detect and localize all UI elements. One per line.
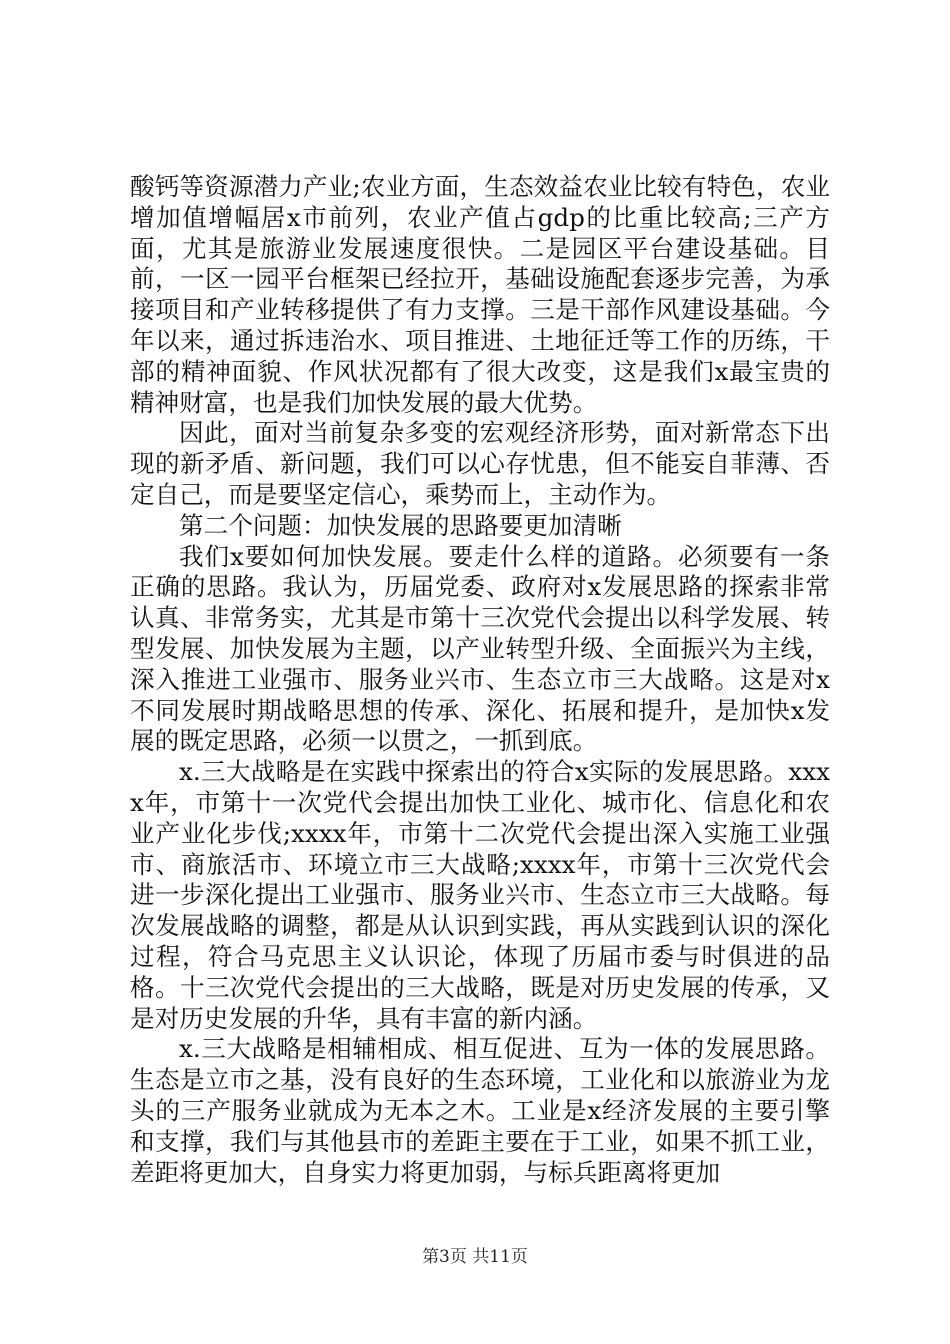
paragraph-2: 因此，面对当前复杂多变的宏观经济形势，面对新常态下出现的新矛盾、新问题，我们可以心存忧患，但不能妄自菲薄、否定自己，而是要坚定信心，乘势而上，主动作为。 xyxy=(130,418,830,509)
paragraph-1: 酸钙等资源潜力产业;农业方面，生态效益农业比较有特色，农业增加值增幅居x市前列，农业产值占gdp的比重比较高;三产方面，尤其是旅游业发展速度很快。二是园区平台建设基础。目前，一区一园平台框架已经拉开，基础设施配套逐步完善，为承接项目和产业转移提供了有力支撑。三是干部作风建设基础。今年以来，通过拆违治水、项目推进、土地征迁等工作的历练，干部的精神面貌、作风状况都有了很大改变，这是我们x最宝贵的精神财富，也是我们加快发展的最大优势。 xyxy=(130,172,830,417)
document-body xyxy=(130,172,830,1188)
page-footer: 第3页 共11页 xyxy=(422,1247,528,1267)
paragraph-5: x.三大战略是相辅相成、相互促进、互为一体的发展思路。生态是立市之基，没有良好的生态环境，工业化和以旅游业为龙头的三产服务业就成为无本之木。工业是x经济发展的主要引擎和支撑，我们与其他县市的差距主要在于工业，如果不抓工业，差距将更加大，自身实力将更加弱，与标兵距离将更加 xyxy=(130,1034,830,1187)
paragraph-3: 我们x要如何加快发展。要走什么样的道路。必须要有一条正确的思路。我认为，历届党委、政府对x发展思路的探索非常认真、非常务实，尤其是市第十三次党代会提出以科学发展、转型发展、加快发展为主题，以产业转型升级、全面振兴为主线，深入推进工业强市、服务业兴市、生态立市三大战略。这是对x不同发展时期战略思想的传承、深化、拓展和提升，是加快x发展的既定思路，必须一以贯之，一抓到底。 xyxy=(130,541,830,756)
paragraph-4: x.三大战略是在实践中探索出的符合x实际的发展思路。xxxx年，市第十一次党代会提出加快工业化、城市化、信息化和农业产业化步伐;xxxx年，市第十二次党代会提出深入实施工业强市、商旅活市、环境立市三大战略;xxxx年，市第十三次党代会进一步深化提出工业强市、服务业兴市、生态立市三大战略。每次发展战略的调整，都是从认识到实践，再从实践到认识的深化过程，符合马克思主义认识论，体现了历届市委与时俱进的品格。十三次党代会提出的三大战略，既是对历史发展的传承，又是对历史发展的升华，具有丰富的新内涵。 xyxy=(130,757,830,1033)
section-heading: 第二个问题：加快发展的思路要更加清晰 xyxy=(179,510,622,540)
